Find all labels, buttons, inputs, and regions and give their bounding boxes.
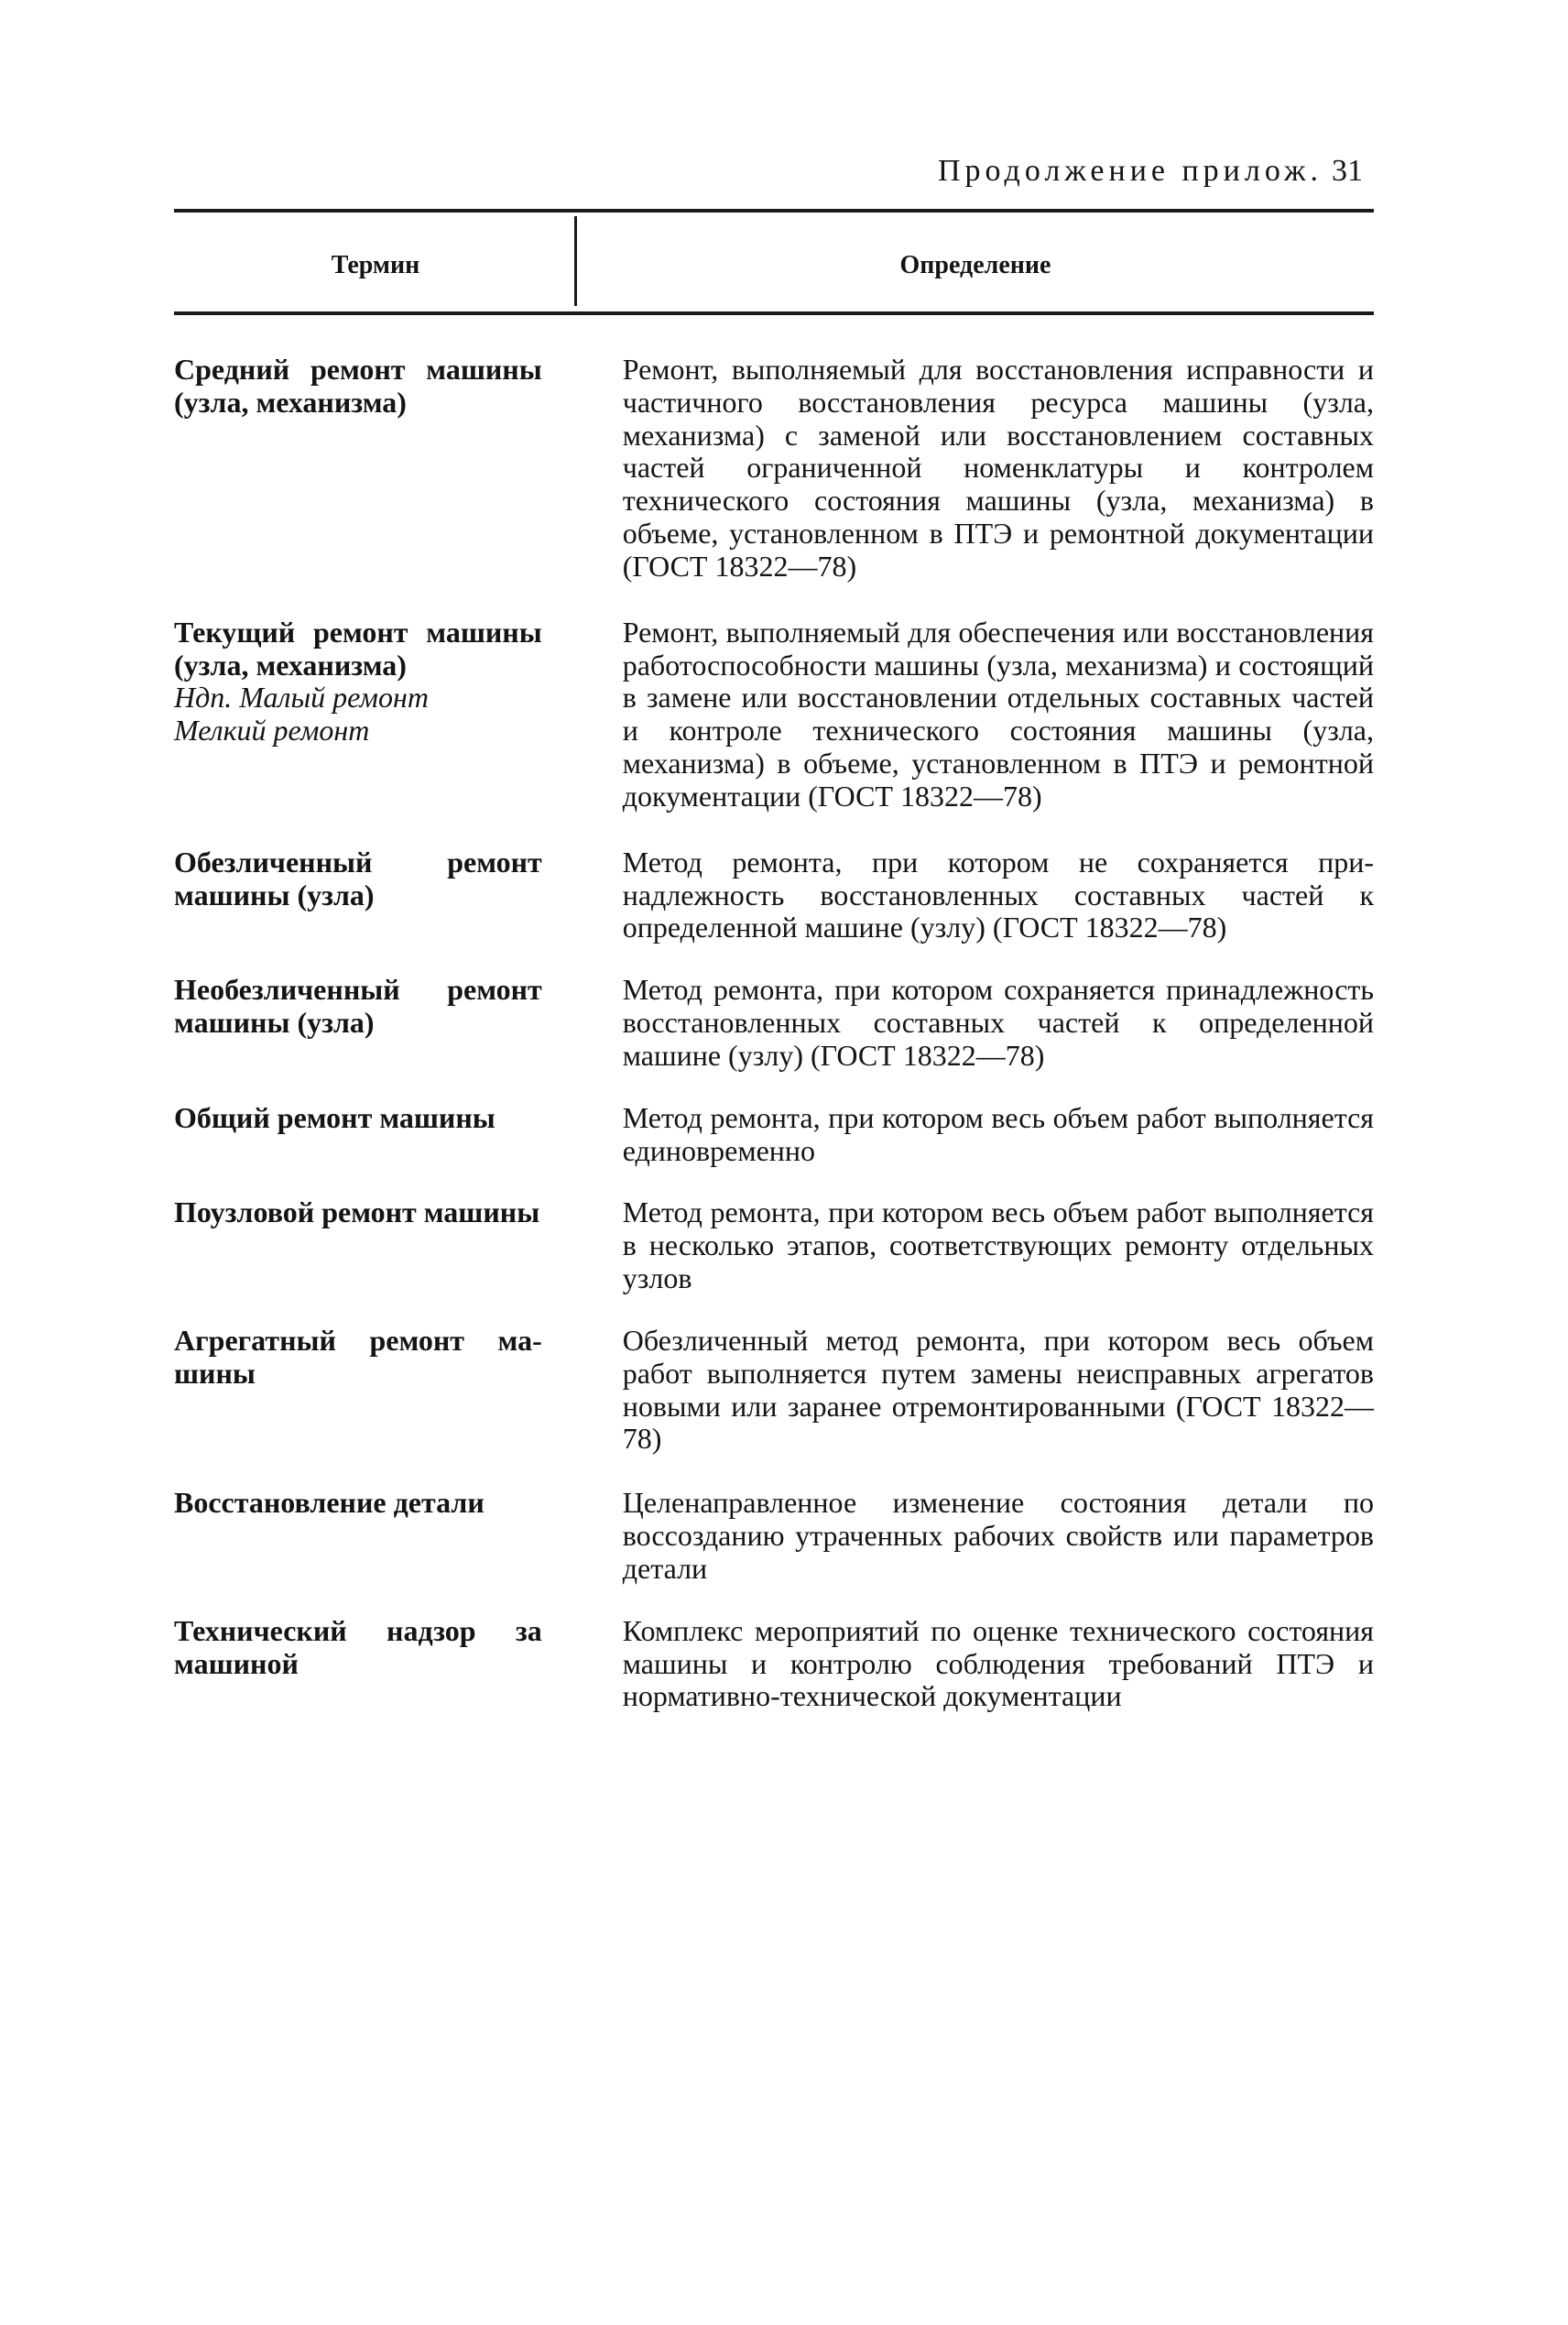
definition-cell: Целенаправленное изменение состояния детали по воссозданию утраченных рабочих свойств или параметров детали xyxy=(622,1486,1374,1585)
definition-cell: Комплекс мероприятий по оценке технического состояния машины и контролю соблюдения требований ПТЭ и нормативно-технической документации xyxy=(622,1613,1374,1713)
definition-cell: Метод ремонта, при котором сохраняется принадлежность восстановленных составных частей к определенной машине (узлу) (ГОСТ 18322—78) xyxy=(622,973,1374,1072)
term-cell xyxy=(174,617,542,748)
table-header xyxy=(174,213,1374,315)
page-header xyxy=(938,154,1363,189)
term-cell xyxy=(174,1487,542,1520)
term-cell xyxy=(174,1196,542,1229)
term-cell xyxy=(174,1615,542,1681)
term-text: Поузловой ремонт машины xyxy=(174,1195,540,1229)
table-body xyxy=(174,315,1374,1713)
table-row xyxy=(174,974,1374,1072)
table-row xyxy=(174,1102,1374,1168)
definition-cell: Ремонт, выполняемый для обеспечения или восстановления работоспособности машины (узла, механизма) и состоящий в замене или восстановлении отдельных составных частей и контроле технического состояния машины (узла, механизма) в объеме, установленном в ПТЭ и ремонтной документации (ГОСТ 18322—78) xyxy=(622,615,1374,813)
table-row xyxy=(174,1487,1374,1585)
column-header-term: Термин xyxy=(331,251,420,279)
term-text: Средний ремонт машины (узла, механизма) xyxy=(174,353,542,419)
term-text: Общий ремонт машины xyxy=(174,1100,495,1134)
deprecated-term: Ндп. Малый ремонт xyxy=(174,681,429,715)
terms-table xyxy=(174,209,1374,1713)
term-cell xyxy=(174,974,542,1040)
definition-cell: Обезличенный метод ремонта, при котором весь объем работ выполняется путем замены неисправных агрегатов новыми или заранее отремонтированными (ГОСТ 18322—78) xyxy=(622,1323,1374,1456)
term-text: Агрегатный ремонт машины xyxy=(174,1323,542,1390)
term-text: Обезличенный ремонт машины (узла) xyxy=(174,845,542,911)
table-row xyxy=(174,1325,1374,1456)
table-row xyxy=(174,1196,1374,1294)
definition-cell: Ремонт, выполняемый для восстановления исправности и частичного восстановления ресурса машины (узла, механизма) с заменой или восстановлением составных частей ограниченной номенклатуры и контролем технического состояния машины (узла, механизма) в объеме, установленном в ПТЭ и ремонтной документации (ГОСТ 18322—78) xyxy=(622,353,1374,583)
definition-cell: Метод ремонта, при котором весь объем работ выполняется единовременно xyxy=(622,1100,1374,1167)
page-header-label: Продолжение прилож. xyxy=(937,154,1323,188)
term-text: Восстановление детали xyxy=(174,1486,485,1520)
table-row xyxy=(174,846,1374,944)
term-cell xyxy=(174,1325,542,1391)
table-row xyxy=(174,1615,1374,1713)
column-header-definition: Определение xyxy=(899,251,1051,279)
table-row xyxy=(174,354,1374,584)
page-number: 31 xyxy=(1332,154,1363,188)
definition-cell: Метод ремонта, при котором весь объем работ выполняется в несколько этапов, соответствующих ремонту отдельных узлов xyxy=(622,1195,1374,1295)
table-row xyxy=(174,617,1374,813)
term-cell xyxy=(174,846,542,912)
term-text: Технический надзор за машиной xyxy=(174,1613,542,1680)
term-text: Текущий ремонт машины (узла, механизма) xyxy=(174,615,542,682)
term-text: Необезличенный ремонт машины (узла) xyxy=(174,973,542,1040)
deprecated-term: Мелкий ремонт xyxy=(174,714,370,748)
definition-cell: Метод ремонта, при котором не сохраняется принадлежность восстановленных составных частей к определенной машине (узлу) (ГОСТ 18322—78) xyxy=(622,845,1374,944)
term-cell xyxy=(174,354,542,420)
term-cell xyxy=(174,1102,542,1135)
